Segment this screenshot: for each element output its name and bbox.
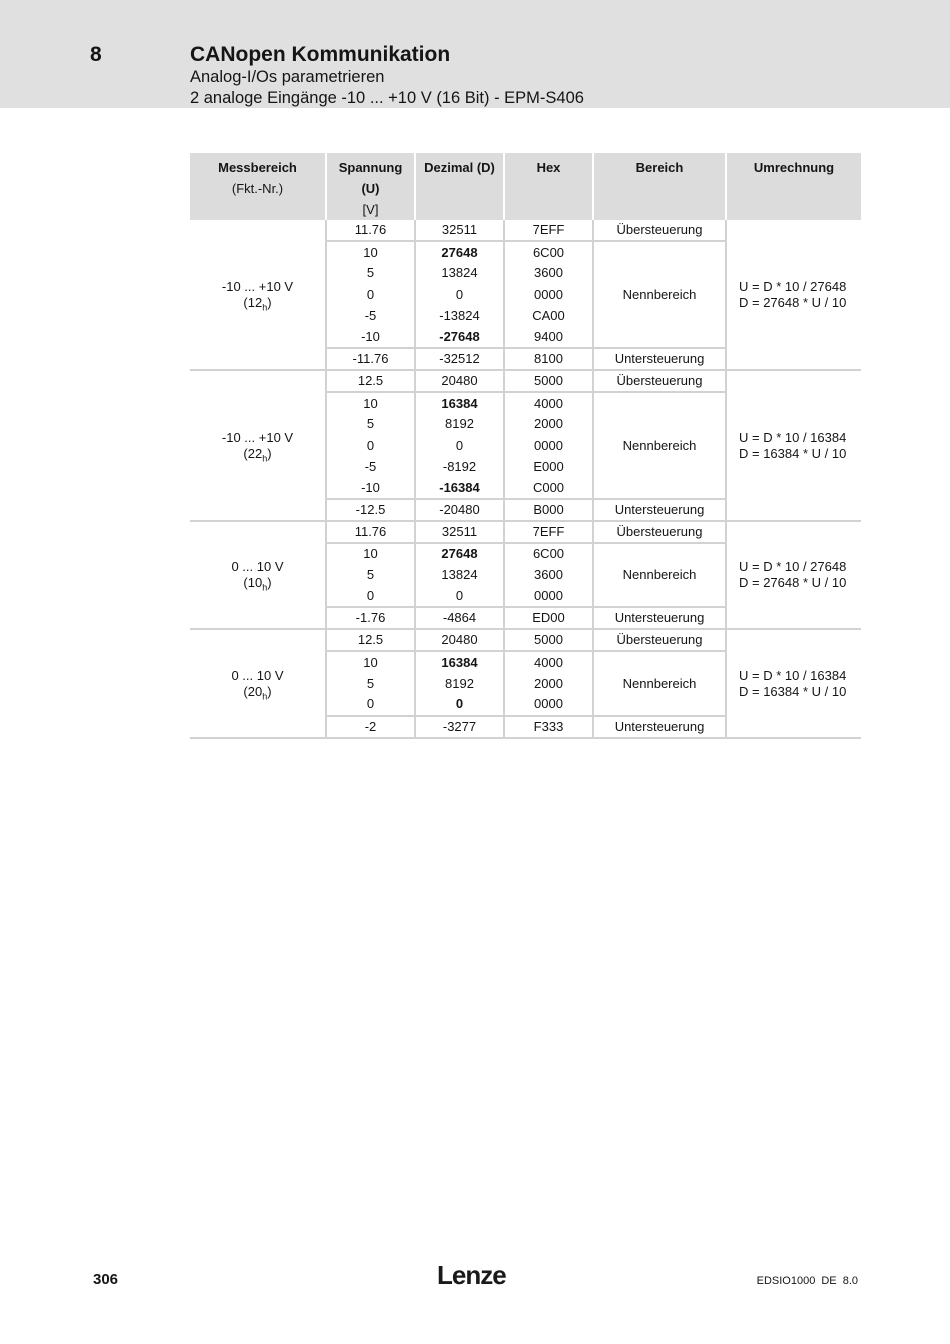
hex-cell: 9400	[504, 327, 593, 348]
conversion-cell	[726, 521, 861, 629]
voltage-cell: -10	[326, 478, 415, 499]
chapter-title: CANopen Kommunikation	[190, 43, 451, 66]
hex-cell: CA00	[504, 306, 593, 327]
conversion-formula-u: U = D * 10 / 16384	[739, 429, 847, 445]
area-cell-nominal: Nennbereich	[593, 543, 726, 607]
function-number-suffix: )	[267, 575, 272, 591]
decimal-cell: 13824	[415, 263, 504, 284]
voltage-cell: 11.76	[326, 521, 415, 543]
voltage-cell: 0	[326, 586, 415, 607]
hex-cell: 0000	[504, 435, 593, 456]
voltage-cell: -1.76	[326, 607, 415, 629]
hex-cell: 4000	[504, 651, 593, 672]
decimal-cell: 0	[415, 694, 504, 715]
voltage-cell: 10	[326, 543, 415, 564]
voltage-cell: 12.5	[326, 629, 415, 651]
decimal-cell: -4864	[415, 607, 504, 629]
hex-cell: 6C00	[504, 241, 593, 262]
voltage-cell: -11.76	[326, 348, 415, 370]
hex-cell: 2000	[504, 414, 593, 435]
decimal-cell: 0	[415, 284, 504, 305]
conversion-formula-d: D = 27648 * U / 10	[739, 575, 847, 591]
column-header-area	[593, 153, 726, 220]
hex-cell: 8100	[504, 348, 593, 370]
decimal-cell: -32512	[415, 348, 504, 370]
table-row	[190, 629, 861, 651]
column-header-label: Umrechnung	[753, 160, 835, 175]
decimal-cell: 27648	[415, 543, 504, 564]
voltage-cell: 12.5	[326, 370, 415, 392]
measuring-range-cell	[190, 220, 326, 370]
measuring-range-cell	[190, 521, 326, 629]
function-number-prefix: (12	[243, 294, 263, 310]
hex-cell: 3600	[504, 565, 593, 586]
hex-cell: C000	[504, 478, 593, 499]
column-header-label: Spannung (U)	[338, 160, 403, 196]
conversion-formula-u: U = D * 10 / 16384	[739, 667, 847, 683]
measuring-range-label: 0 ... 10 V	[231, 667, 284, 683]
column-header-measuring-range	[190, 153, 326, 220]
decimal-cell: 16384	[415, 392, 504, 413]
voltage-cell: 0	[326, 694, 415, 715]
voltage-cell: 10	[326, 241, 415, 262]
voltage-cell: -10	[326, 327, 415, 348]
voltage-cell: -12.5	[326, 499, 415, 521]
function-number-suffix: )	[267, 683, 272, 699]
decimal-cell: 27648	[415, 241, 504, 262]
voltage-cell: 10	[326, 651, 415, 672]
decimal-cell: 0	[415, 435, 504, 456]
area-cell-nominal: Nennbereich	[593, 241, 726, 348]
hex-cell: 7EFF	[504, 220, 593, 241]
measuring-range-label: -10 ... +10 V	[221, 278, 294, 294]
function-number-subscript: h	[262, 302, 268, 313]
measuring-range-label: -10 ... +10 V	[221, 429, 294, 445]
voltage-cell: 10	[326, 392, 415, 413]
decimal-cell: 20480	[415, 629, 504, 651]
column-header-label: Messbereich	[218, 160, 297, 175]
conversion-cell	[726, 220, 861, 370]
hex-cell: E000	[504, 457, 593, 478]
voltage-cell: 0	[326, 435, 415, 456]
document-code: EDSIO1000 DE 8.0	[756, 1275, 858, 1287]
table-body	[190, 220, 861, 738]
hex-cell: ED00	[504, 607, 593, 629]
decimal-cell: 8192	[415, 414, 504, 435]
area-cell-overrange: Übersteuerung	[593, 220, 726, 241]
voltage-cell: -5	[326, 457, 415, 478]
column-header-voltage	[326, 153, 415, 220]
hex-cell: 0000	[504, 586, 593, 607]
hex-cell: 5000	[504, 370, 593, 392]
hex-cell: B000	[504, 499, 593, 521]
function-number	[190, 446, 325, 462]
value-range-table	[190, 153, 861, 739]
function-number	[190, 575, 325, 591]
conversion-formula-u: U = D * 10 / 27648	[739, 559, 847, 575]
lenze-logo: Lenze	[437, 1260, 506, 1290]
column-header-label: Hex	[536, 160, 561, 175]
table-row	[190, 521, 861, 543]
hex-cell: 6C00	[504, 543, 593, 564]
conversion-formula-u: U = D * 10 / 27648	[739, 278, 847, 294]
table-row	[190, 220, 861, 241]
decimal-cell: -16384	[415, 478, 504, 499]
column-header-sublabel: (Fkt.-Nr.)	[231, 181, 284, 196]
hex-cell: F333	[504, 716, 593, 738]
hex-cell: 2000	[504, 673, 593, 694]
conversion-cell	[726, 629, 861, 737]
decimal-cell: 20480	[415, 370, 504, 392]
voltage-cell: -2	[326, 716, 415, 738]
column-header-conversion	[726, 153, 861, 220]
page-number: 306	[93, 1271, 119, 1288]
decimal-cell: -13824	[415, 306, 504, 327]
decimal-cell: 13824	[415, 565, 504, 586]
area-cell-overrange: Übersteuerung	[593, 629, 726, 651]
decimal-cell: -27648	[415, 327, 504, 348]
area-cell-underrange: Untersteuerung	[593, 607, 726, 629]
area-cell-overrange: Übersteuerung	[593, 521, 726, 543]
function-number-prefix: (22	[243, 445, 263, 461]
column-header-decimal	[415, 153, 504, 220]
area-cell-underrange: Untersteuerung	[593, 716, 726, 738]
measuring-range-cell	[190, 370, 326, 521]
decimal-cell: -3277	[415, 716, 504, 738]
hex-cell: 0000	[504, 284, 593, 305]
column-header-label: Dezimal (D)	[424, 160, 495, 175]
measuring-range-cell	[190, 629, 326, 737]
subsection-title: 2 analoge Eingänge -10 ... +10 V (16 Bit) - EPM-S406	[190, 89, 584, 107]
voltage-cell: 5	[326, 414, 415, 435]
area-cell-overrange: Übersteuerung	[593, 370, 726, 392]
function-number-suffix: )	[267, 445, 272, 461]
voltage-cell: 0	[326, 284, 415, 305]
function-number	[190, 295, 325, 311]
conversion-formula-d: D = 27648 * U / 10	[739, 294, 847, 310]
function-number-subscript: h	[262, 453, 268, 464]
area-cell-underrange: Untersteuerung	[593, 348, 726, 370]
conversion-formula-d: D = 16384 * U / 10	[739, 445, 847, 461]
function-number-prefix: (20	[243, 683, 263, 699]
column-header-hex	[504, 153, 593, 220]
function-number	[190, 684, 325, 700]
table-row	[190, 370, 861, 392]
decimal-cell: 8192	[415, 673, 504, 694]
voltage-cell: 5	[326, 263, 415, 284]
voltage-cell: 5	[326, 673, 415, 694]
column-header-sublabel: [V]	[362, 202, 379, 217]
area-cell-nominal: Nennbereich	[593, 651, 726, 715]
hex-cell: 3600	[504, 263, 593, 284]
conversion-formula-d: D = 16384 * U / 10	[739, 683, 847, 699]
voltage-cell: 5	[326, 565, 415, 586]
hex-cell: 5000	[504, 629, 593, 651]
decimal-cell: 32511	[415, 521, 504, 543]
table-header-row	[190, 153, 861, 220]
hex-cell: 0000	[504, 694, 593, 715]
area-cell-underrange: Untersteuerung	[593, 499, 726, 521]
hex-cell: 7EFF	[504, 521, 593, 543]
function-number-prefix: (10	[243, 575, 263, 591]
voltage-cell: -5	[326, 306, 415, 327]
decimal-cell: 32511	[415, 220, 504, 241]
area-cell-nominal: Nennbereich	[593, 392, 726, 499]
function-number-subscript: h	[262, 691, 268, 702]
decimal-cell: 16384	[415, 651, 504, 672]
decimal-cell: 0	[415, 586, 504, 607]
function-number-subscript: h	[262, 582, 268, 593]
column-header-label: Bereich	[635, 160, 684, 175]
voltage-cell: 11.76	[326, 220, 415, 241]
decimal-cell: -20480	[415, 499, 504, 521]
section-title: Analog-I/Os parametrieren	[190, 68, 385, 86]
hex-cell: 4000	[504, 392, 593, 413]
function-number-suffix: )	[267, 294, 272, 310]
chapter-number: 8	[90, 43, 102, 66]
measuring-range-label: 0 ... 10 V	[231, 559, 284, 575]
decimal-cell: -8192	[415, 457, 504, 478]
conversion-cell	[726, 370, 861, 521]
